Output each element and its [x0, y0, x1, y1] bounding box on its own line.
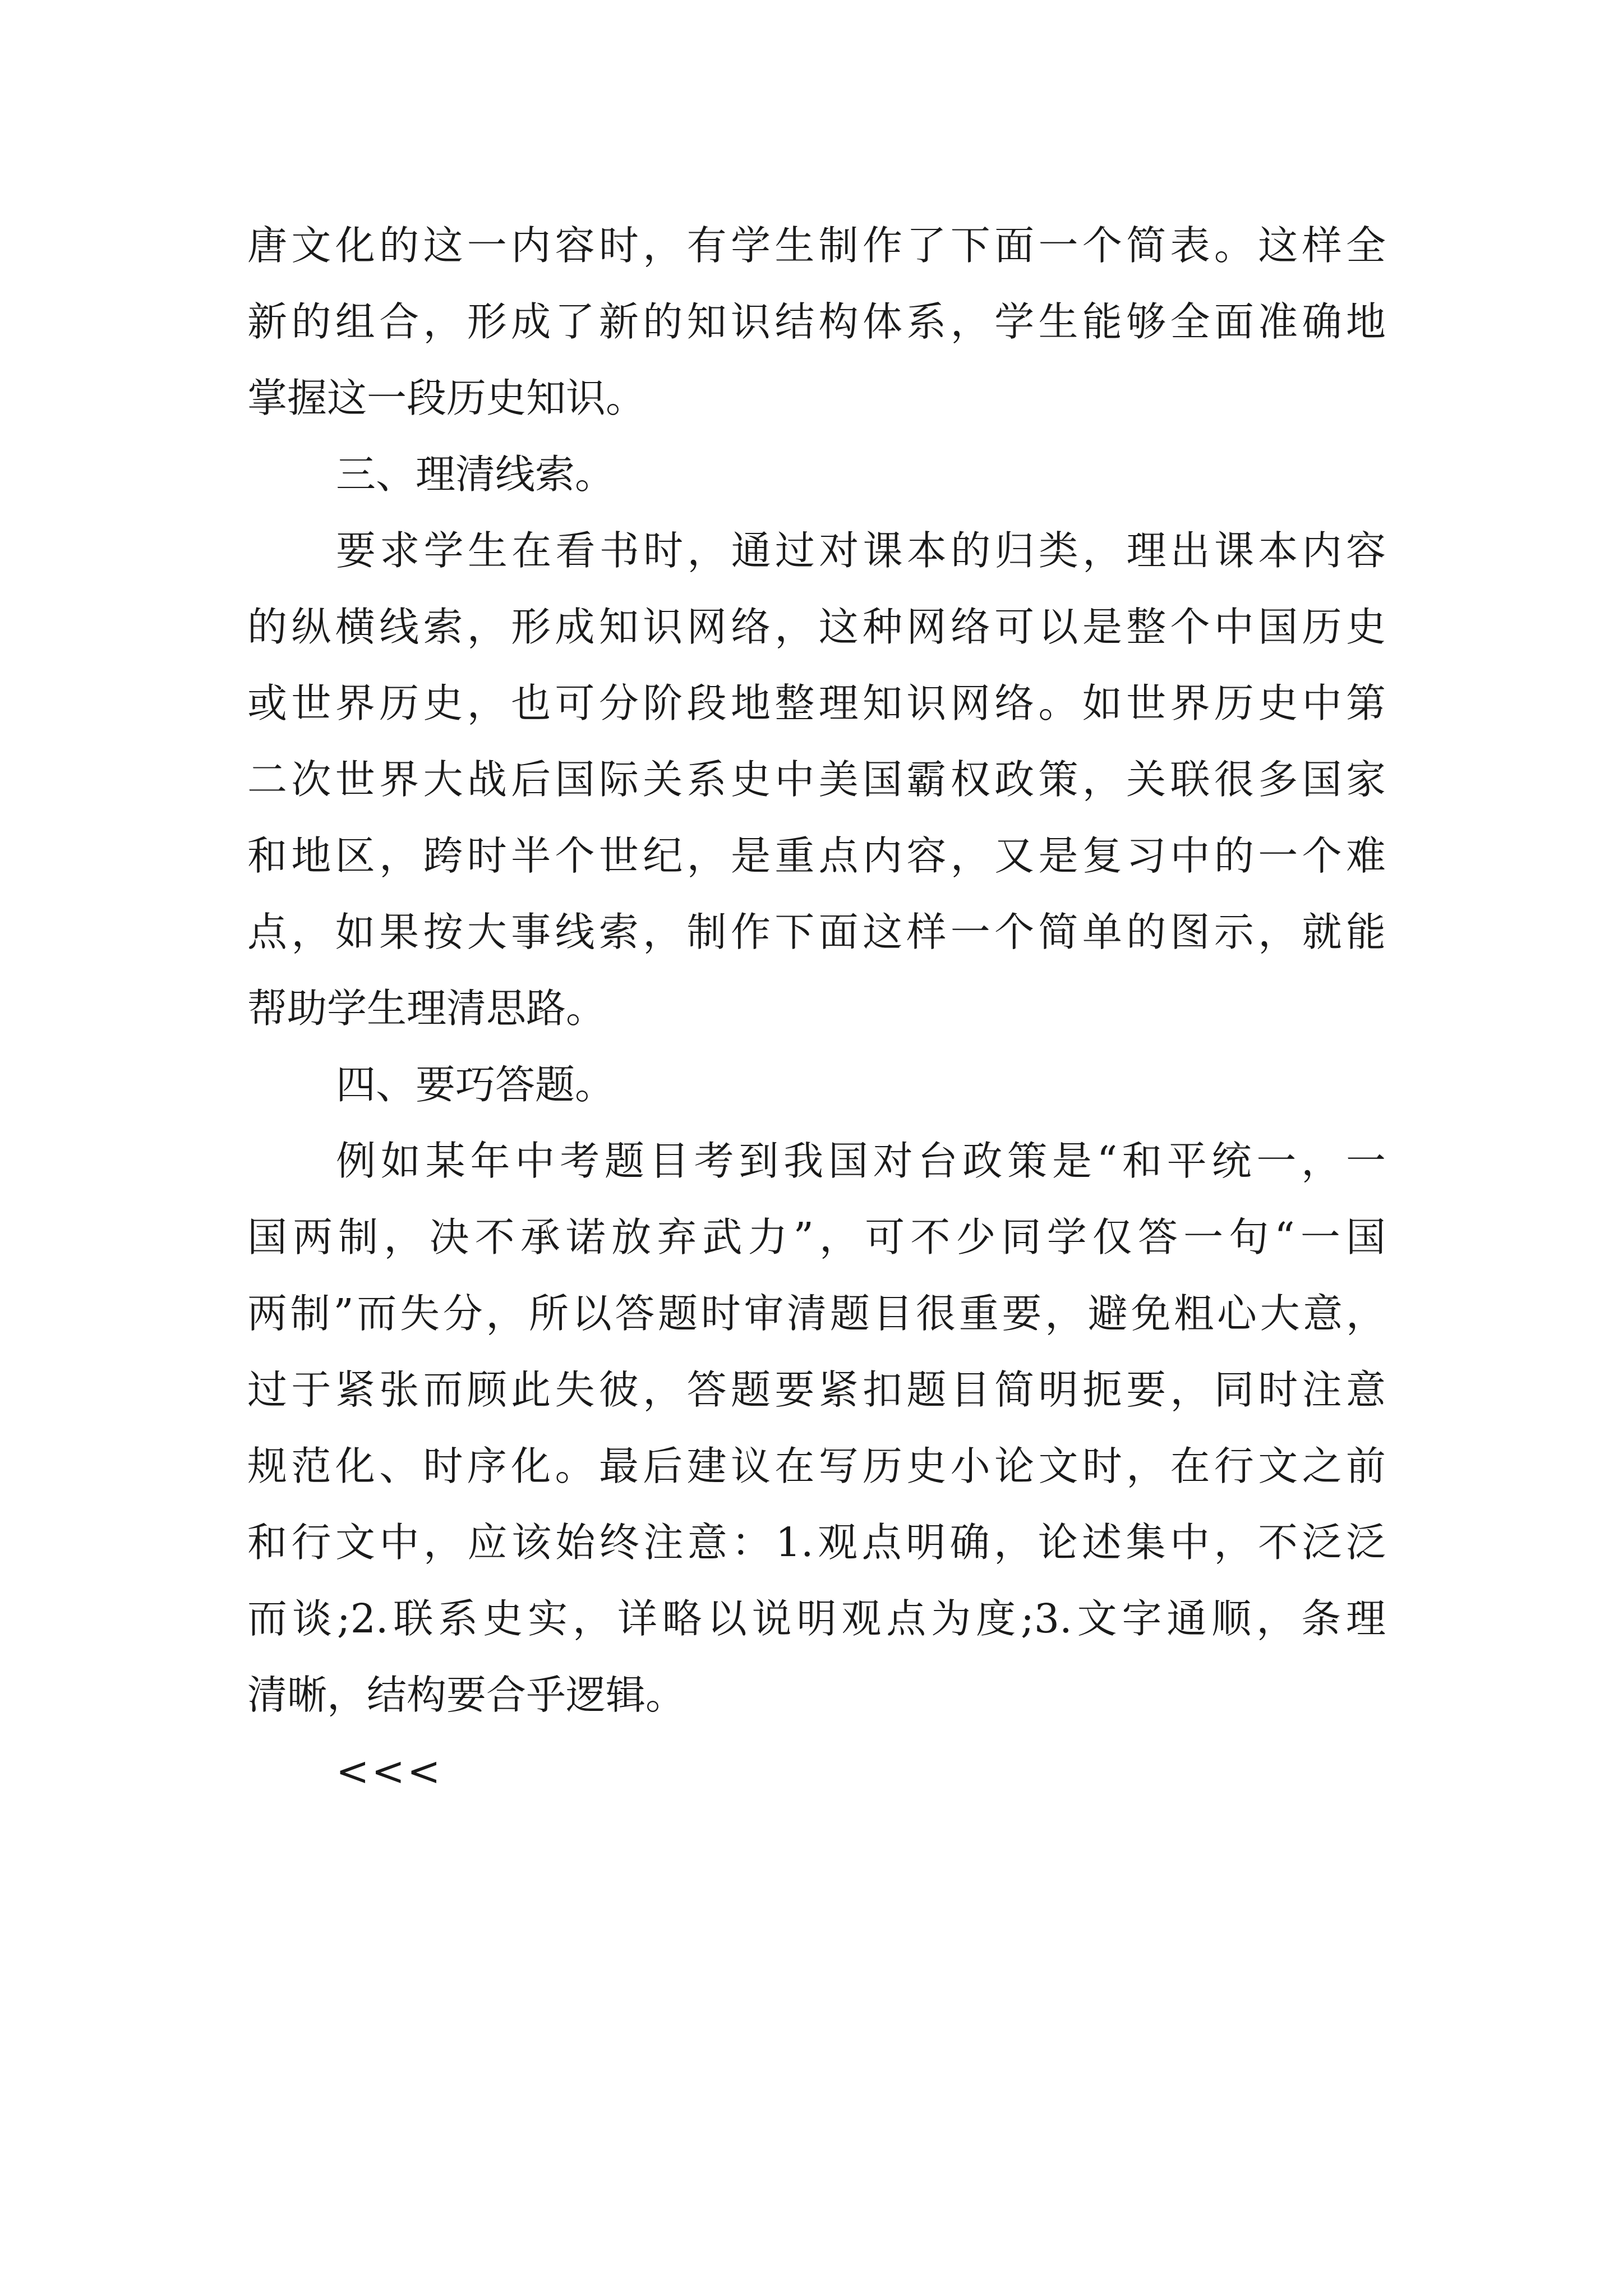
section-heading: 四、要巧答题。 — [336, 1061, 615, 1108]
paragraph-line: 规范化、时序化。最后建议在写历史小论文时，在行文之前 — [247, 1443, 1386, 1489]
paragraph-line: 的纵横线索，形成知识网络，这种网络可以是整个中国历史 — [247, 604, 1386, 650]
paragraph-line: 掌握这一段历史知识。 — [247, 375, 646, 421]
end-mark: <<< — [336, 1748, 443, 1795]
section-heading: 三、理清线索。 — [336, 451, 615, 498]
paragraph-line: 点，如果按大事线索，制作下面这样一个简单的图示，就能 — [247, 909, 1386, 955]
paragraph-line: 或世界历史，也可分阶段地整理知识网络。如世界历史中第 — [247, 680, 1386, 726]
document-body — [247, 208, 1386, 1810]
paragraph-line: 唐文化的这一内容时，有学生制作了下面一个简表。这样全 — [247, 222, 1386, 269]
paragraph-line: 新的组合，形成了新的知识结构体系，学生能够全面准确地 — [247, 298, 1386, 345]
paragraph-line: 要求学生在看书时，通过对课本的归类，理出课本内容 — [336, 527, 1386, 574]
paragraph-line: 和行文中，应该始终注意：1.观点明确，论述集中，不泛泛 — [247, 1519, 1386, 1566]
paragraph-line: 而谈;2.联系史实，详略以说明观点为度;3.文字通顺，条理 — [247, 1595, 1386, 1642]
paragraph-line: 二次世界大战后国际关系史中美国霸权政策，关联很多国家 — [247, 756, 1386, 803]
paragraph-line: 清晰，结构要合乎逻辑。 — [247, 1672, 686, 1718]
paragraph-line: 帮助学生理清思路。 — [247, 985, 606, 1032]
paragraph-line: 国两制，决不承诺放弃武力”，可不少同学仅答一句“一国 — [247, 1214, 1386, 1260]
paragraph-line: 和地区，跨时半个世纪，是重点内容，又是复习中的一个难 — [247, 832, 1386, 879]
paragraph-line: 过于紧张而顾此失彼，答题要紧扣题目简明扼要，同时注意 — [247, 1366, 1386, 1413]
paragraph-line: 两制”而失分，所以答题时审清题目很重要，避免粗心大意， — [247, 1290, 1386, 1337]
paragraph-line: 例如某年中考题目考到我国对台政策是“和平统一，一 — [336, 1138, 1386, 1184]
